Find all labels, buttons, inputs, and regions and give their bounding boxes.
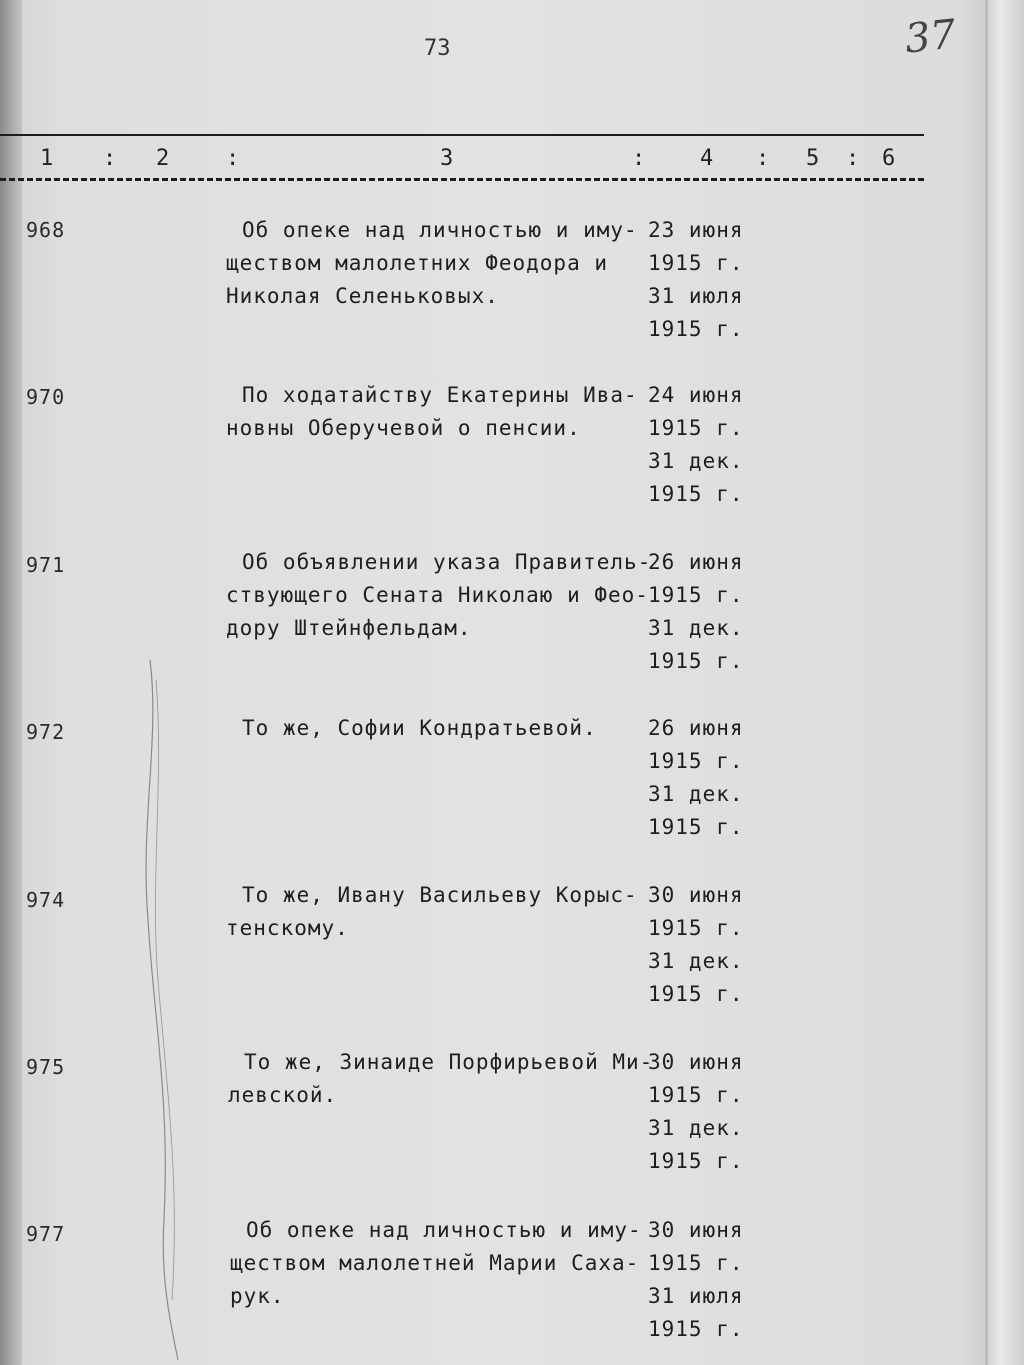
col-header-2: 2 xyxy=(156,146,170,171)
entry-date-end-year: 1915 г. xyxy=(648,815,744,839)
entry-text-line: ществом малолетних Феодора и xyxy=(226,251,609,275)
entry-text-line: новны Оберучевой о пенсии. xyxy=(226,416,581,440)
col-header-sep: : xyxy=(632,146,646,171)
entry-date-end-year: 1915 г. xyxy=(648,982,744,1006)
folio-mark: 37 xyxy=(902,11,959,63)
entry-date-end: 31 дек. xyxy=(648,949,744,973)
entry-date-start: 30 июня xyxy=(648,883,744,907)
pencil-mark xyxy=(120,660,200,1360)
page-edge xyxy=(985,0,988,1365)
entry-date-start-year: 1915 г. xyxy=(648,749,744,773)
entry-text-line: тенскому. xyxy=(226,916,349,940)
entry-number: 971 xyxy=(26,553,66,577)
entry-date-start: 30 июня xyxy=(648,1050,744,1074)
col-header-sep: : xyxy=(226,146,240,171)
entry-text-line: То же, Софии Кондратьевой. xyxy=(242,716,597,740)
entry-number: 977 xyxy=(26,1222,66,1246)
header-rule-bottom xyxy=(0,178,924,181)
entry-date-start-year: 1915 г. xyxy=(648,416,744,440)
entry-date-start: 26 июня xyxy=(648,550,744,574)
entry-text-line: Николая Селеньковых. xyxy=(226,284,499,308)
entry-date-start: 24 июня xyxy=(648,383,744,407)
entry-number: 975 xyxy=(26,1055,66,1079)
entry-date-end-year: 1915 г. xyxy=(648,1149,744,1173)
entry-date-start-year: 1915 г. xyxy=(648,1083,744,1107)
entry-date-start-year: 1915 г. xyxy=(648,583,744,607)
entry-number: 970 xyxy=(26,385,66,409)
entry-date-end: 31 дек. xyxy=(648,1116,744,1140)
col-header-sep: : xyxy=(756,146,770,171)
entry-text-line: левской. xyxy=(228,1083,338,1107)
entry-number: 968 xyxy=(26,218,66,242)
entry-number: 974 xyxy=(26,888,66,912)
entry-date-start: 23 июня xyxy=(648,218,744,242)
entry-date-end: 31 июля xyxy=(648,284,744,308)
entry-date-start-year: 1915 г. xyxy=(648,251,744,275)
entry-date-start: 26 июня xyxy=(648,716,744,740)
entry-date-end-year: 1915 г. xyxy=(648,1317,744,1341)
entry-text-line: Об опеке над личностью и иму- xyxy=(242,218,638,242)
entry-text-line: Об опеке над личностью и иму- xyxy=(246,1218,642,1242)
col-header-sep: : xyxy=(103,146,117,171)
col-header-3: 3 xyxy=(440,146,454,171)
col-header-1: 1 xyxy=(40,146,54,171)
entry-text-line: Об объявлении указа Правитель- xyxy=(242,550,652,574)
col-header-5: 5 xyxy=(806,146,820,171)
page-number: 73 xyxy=(424,36,451,61)
entry-date-start-year: 1915 г. xyxy=(648,1251,744,1275)
entry-text-line: То же, Зинаиде Порфирьевой Ми- xyxy=(244,1050,654,1074)
entry-text-line: То же, Ивану Васильеву Корыс- xyxy=(242,883,638,907)
col-header-4: 4 xyxy=(700,146,714,171)
entry-date-end: 31 дек. xyxy=(648,449,744,473)
entry-date-start-year: 1915 г. xyxy=(648,916,744,940)
entry-text-line: ществом малолетней Марии Саха- xyxy=(230,1251,640,1275)
entry-date-end-year: 1915 г. xyxy=(648,317,744,341)
entry-text-line: рук. xyxy=(230,1284,285,1308)
entry-date-end: 31 июля xyxy=(648,1284,744,1308)
col-header-sep: : xyxy=(846,146,860,171)
header-rule-top xyxy=(0,134,924,136)
book-spine xyxy=(0,0,22,1365)
entry-date-end: 31 дек. xyxy=(648,616,744,640)
entry-date-start: 30 июня xyxy=(648,1218,744,1242)
entry-text-line: По ходатайству Екатерины Ива- xyxy=(242,383,638,407)
entry-text-line: ствующего Сената Николаю и Фео- xyxy=(226,583,649,607)
col-header-6: 6 xyxy=(882,146,896,171)
entry-text-line: дору Штейнфельдам. xyxy=(226,616,472,640)
entry-date-end: 31 дек. xyxy=(648,782,744,806)
entry-date-end-year: 1915 г. xyxy=(648,649,744,673)
entry-number: 972 xyxy=(26,720,66,744)
entry-date-end-year: 1915 г. xyxy=(648,482,744,506)
